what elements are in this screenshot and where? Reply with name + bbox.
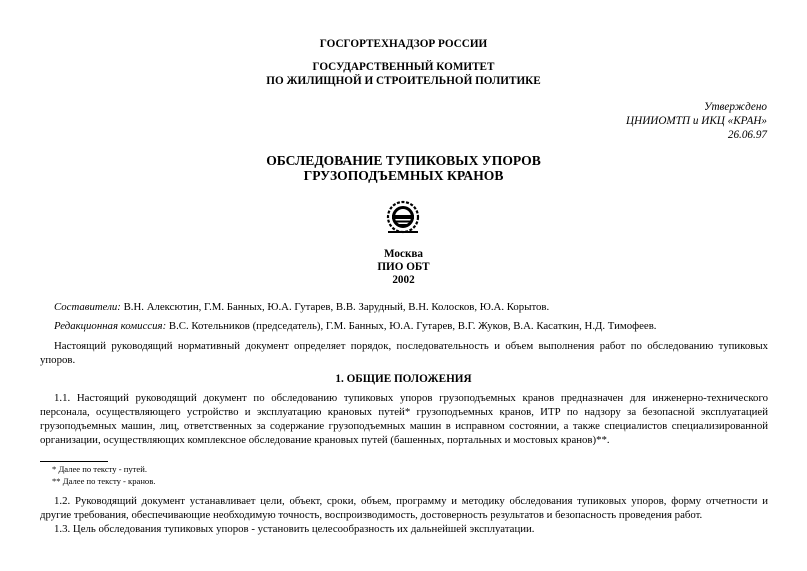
imprint-year: 2002: [392, 274, 415, 286]
paragraph-1-2: 1.2. Руководящий документ устанавливает цели, объект, сроки, объем, программу и методику обследования тупиковых упоров, форму отчетности и другие требования, обеспечивающие необходимую точность, воспроизводимость, достоверность результатов и безопасность проведения работ.: [40, 495, 768, 521]
authors-names: В.Н. Алексютин, Г.М. Банных, Ю.А. Гутарев, В.В. Зарудный, В.Н. Колосков, Ю.А. Корытов.: [123, 301, 550, 313]
approval-label: Утверждено: [703, 101, 767, 113]
paragraph-1-1: 1.1. Настоящий руководящий документ по обследованию тупиковых упоров грузоподъемных кранов предназначен для инженерно-технического персонала, осуществляющего устройство и эксплуатацию крановых путей* грузоподъемных кранов, ИТР по надзору за безопасной эксплуатацией грузоподъемных машин, лиц, ответственных за содержание грузоподъемных машин в исправном состоянии, а также специалистов специализированной организации, осуществляющих комплексное обследование крановых путей (башенных, портальных и мостовых кранов)**.: [40, 392, 768, 446]
editors-line: [54, 320, 774, 333]
approval-by: ЦНИИОМТП и ИКЦ «КРАН»: [626, 115, 767, 127]
imprint-city: Москва: [383, 248, 424, 260]
section1-heading: 1. ОБЩИЕ ПОЛОЖЕНИЯ: [335, 373, 472, 385]
committee-heading-line1: ГОСУДАРСТВЕННЫЙ КОМИТЕТ: [312, 61, 495, 73]
approval-block: [547, 100, 767, 142]
footnote-divider: [40, 461, 108, 462]
editors-names: В.С. Котельников (председатель), Г.М. Банных, Ю.А. Гутарев, В.Г. Жуков, В.А. Касаткин, Н.Д. Тимофеев.: [168, 320, 657, 332]
intro-paragraph: Настоящий руководящий нормативный документ определяет порядок, последовательность и объем выполнения работ по обследованию тупиковых упоров.: [40, 340, 768, 366]
authors-label: Составители:: [54, 301, 121, 313]
agency-heading: ГОСГОРТЕХНАДЗОР РОССИИ: [319, 38, 488, 50]
editors-label: Редакционная комиссия:: [54, 320, 167, 332]
document-title-line2: ГРУЗОПОДЪЕМНЫХ КРАНОВ: [303, 168, 504, 183]
footnote-2: ** Далее по тексту - кранов.: [52, 476, 156, 486]
document-title-line1: ОБСЛЕДОВАНИЕ ТУПИКОВЫХ УПОРОВ: [266, 153, 541, 168]
imprint-publisher: ПИО ОБТ: [377, 261, 430, 273]
committee-heading-line2: ПО ЖИЛИЩНОЙ И СТРОИТЕЛЬНОЙ ПОЛИТИКЕ: [266, 75, 541, 87]
approval-date: 26.06.97: [727, 129, 767, 141]
authors-line: [54, 301, 774, 314]
paragraph-1-3: 1.3. Цель обследования тупиковых упоров - установить целесообразность их дальнейшей эксплуатации.: [54, 523, 535, 535]
footnote-1: * Далее по тексту - путей.: [52, 464, 147, 474]
publisher-emblem-icon: [385, 200, 421, 234]
